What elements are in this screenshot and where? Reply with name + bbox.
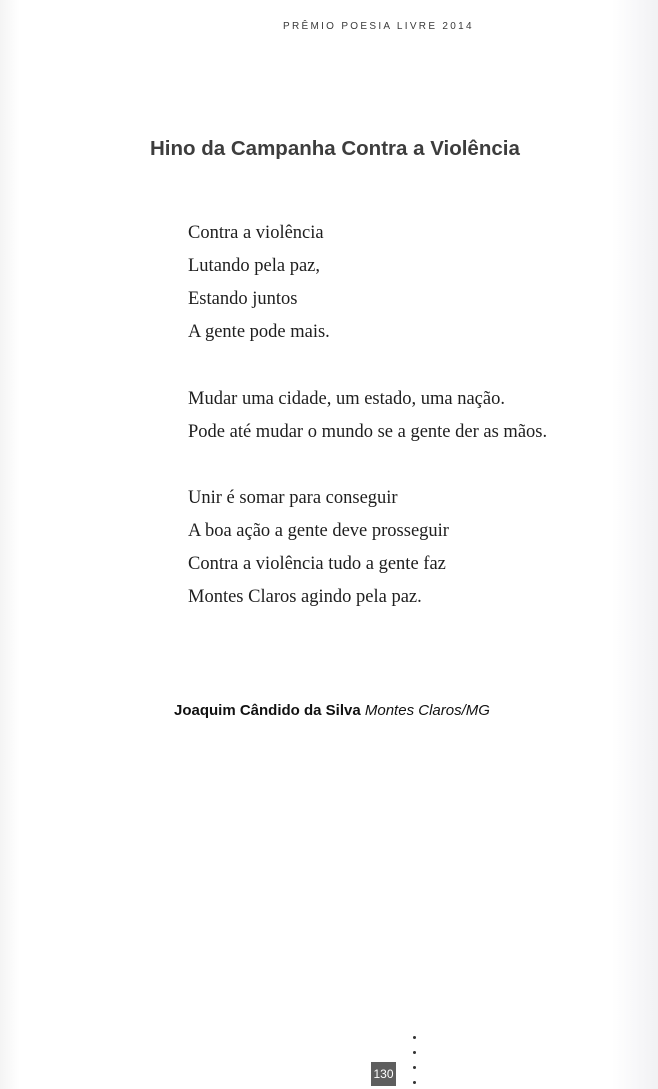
poem-line: Montes Claros agindo pela paz.	[188, 587, 422, 607]
poem-line: Lutando pela paz,	[188, 256, 321, 276]
running-header: PRÊMIO POESIA LIVRE 2014	[283, 21, 474, 32]
decorative-dot	[413, 1081, 416, 1084]
poem-line: Contra a violência	[188, 223, 324, 243]
author-name: Joaquim Cândido da Silva	[174, 702, 361, 719]
poem-stanza-3	[188, 482, 449, 614]
decorative-dot	[413, 1051, 416, 1054]
decorative-dot	[413, 1066, 416, 1069]
poem-stanza-1	[188, 217, 330, 349]
poem-line: A boa ação a gente deve prosseguir	[188, 521, 449, 541]
poem-line: Contra a violência tudo a gente faz	[188, 554, 446, 574]
author-location: Montes Claros/MG	[364, 702, 490, 719]
decorative-dot	[413, 1036, 416, 1039]
poem-line: Unir é somar para conseguir	[188, 488, 398, 508]
poem-line: Estando juntos	[188, 289, 298, 309]
byline	[174, 702, 490, 719]
poem-line: A gente pode mais.	[188, 322, 330, 342]
page-number: 130	[371, 1062, 396, 1086]
poem-line: Mudar uma cidade, um estado, uma nação.	[188, 389, 505, 409]
poem-stanza-2	[188, 383, 547, 449]
poem-title: Hino da Campanha Contra a Violência	[150, 137, 520, 160]
poem-line: Pode até mudar o mundo se a gente der as mãos.	[188, 422, 548, 442]
